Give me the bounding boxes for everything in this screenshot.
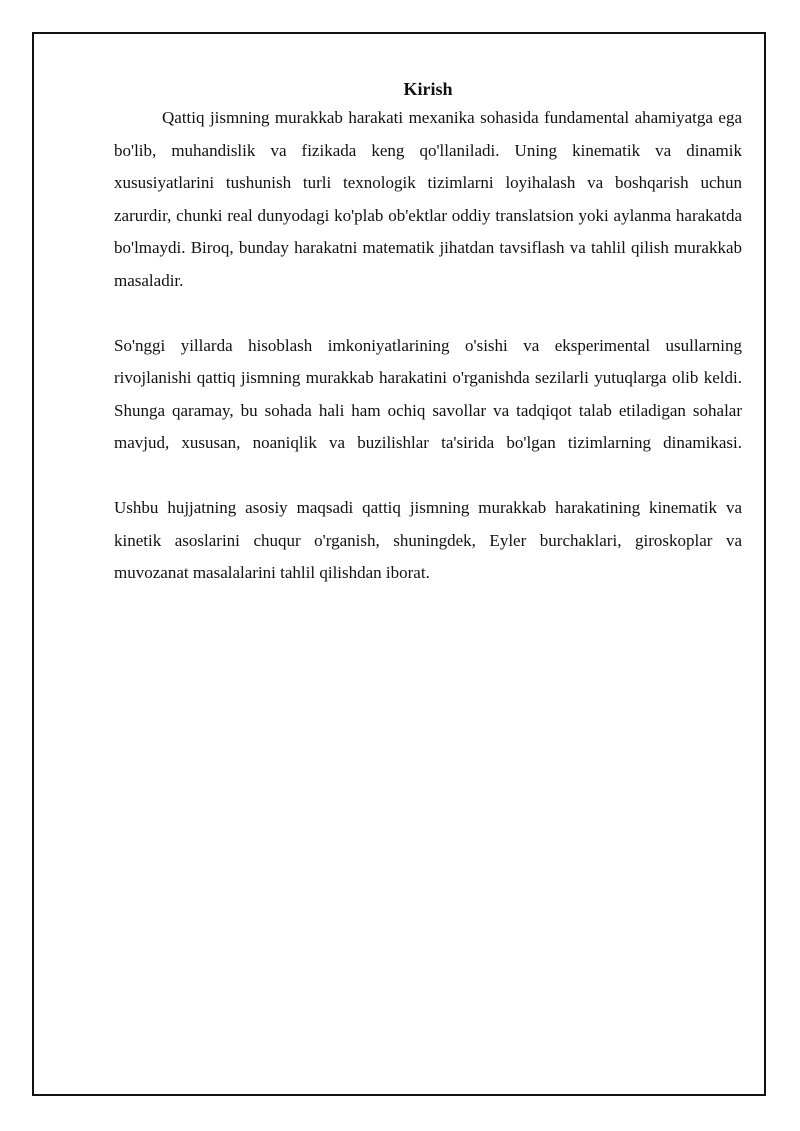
paragraph-spacer bbox=[114, 297, 742, 330]
paragraph-3: Ushbu hujjatning asosiy maqsadi qattiq jismning murakkab harakatining kinematik va kinetik asoslarini chuqur o'rganish, shuningdek, Eyler burchaklari, giroskoplar va muvozanat masalalarini tahlil qilishdan iborat. bbox=[114, 498, 742, 582]
paragraph-1: Qattiq jismning murakkab harakati mexanika sohasida fundamental ahamiyatga ega bo'lib, muhandislik va fizikada keng qo'llaniladi. Uning kinematik va dinamik xususiyatlarini tushunish turli texnologik tizimlarni loyihalash va boshqarish uchun zarurdir, chunki real dunyodagi ko'plab ob'ektlar oddiy translatsion yoki aylanma harakatda bo'lmaydi. Biroq, bunday harakatni matematik jihatdan tavsiflash va tahlil qilish murakkab masaladir. bbox=[114, 108, 742, 290]
document-body bbox=[114, 76, 742, 590]
section-title: Kirish bbox=[403, 79, 453, 99]
paragraph-spacer bbox=[114, 460, 742, 493]
paragraph-2: So'nggi yillarda hisoblash imkoniyatlarining o'sishi va eksperimental usullarning rivojlanishi qattiq jismning murakkab harakatini o'rganishda sezilarli yutuqlarga olib keldi. Shunga qaramay, bu sohada hali ham ochiq savollar va tadqiqot talab etiladigan sohalar mavjud, xususan, noaniqlik va buzilishlar ta'sirida bo'lgan tizimlarning dinamikasi. bbox=[114, 335, 742, 452]
